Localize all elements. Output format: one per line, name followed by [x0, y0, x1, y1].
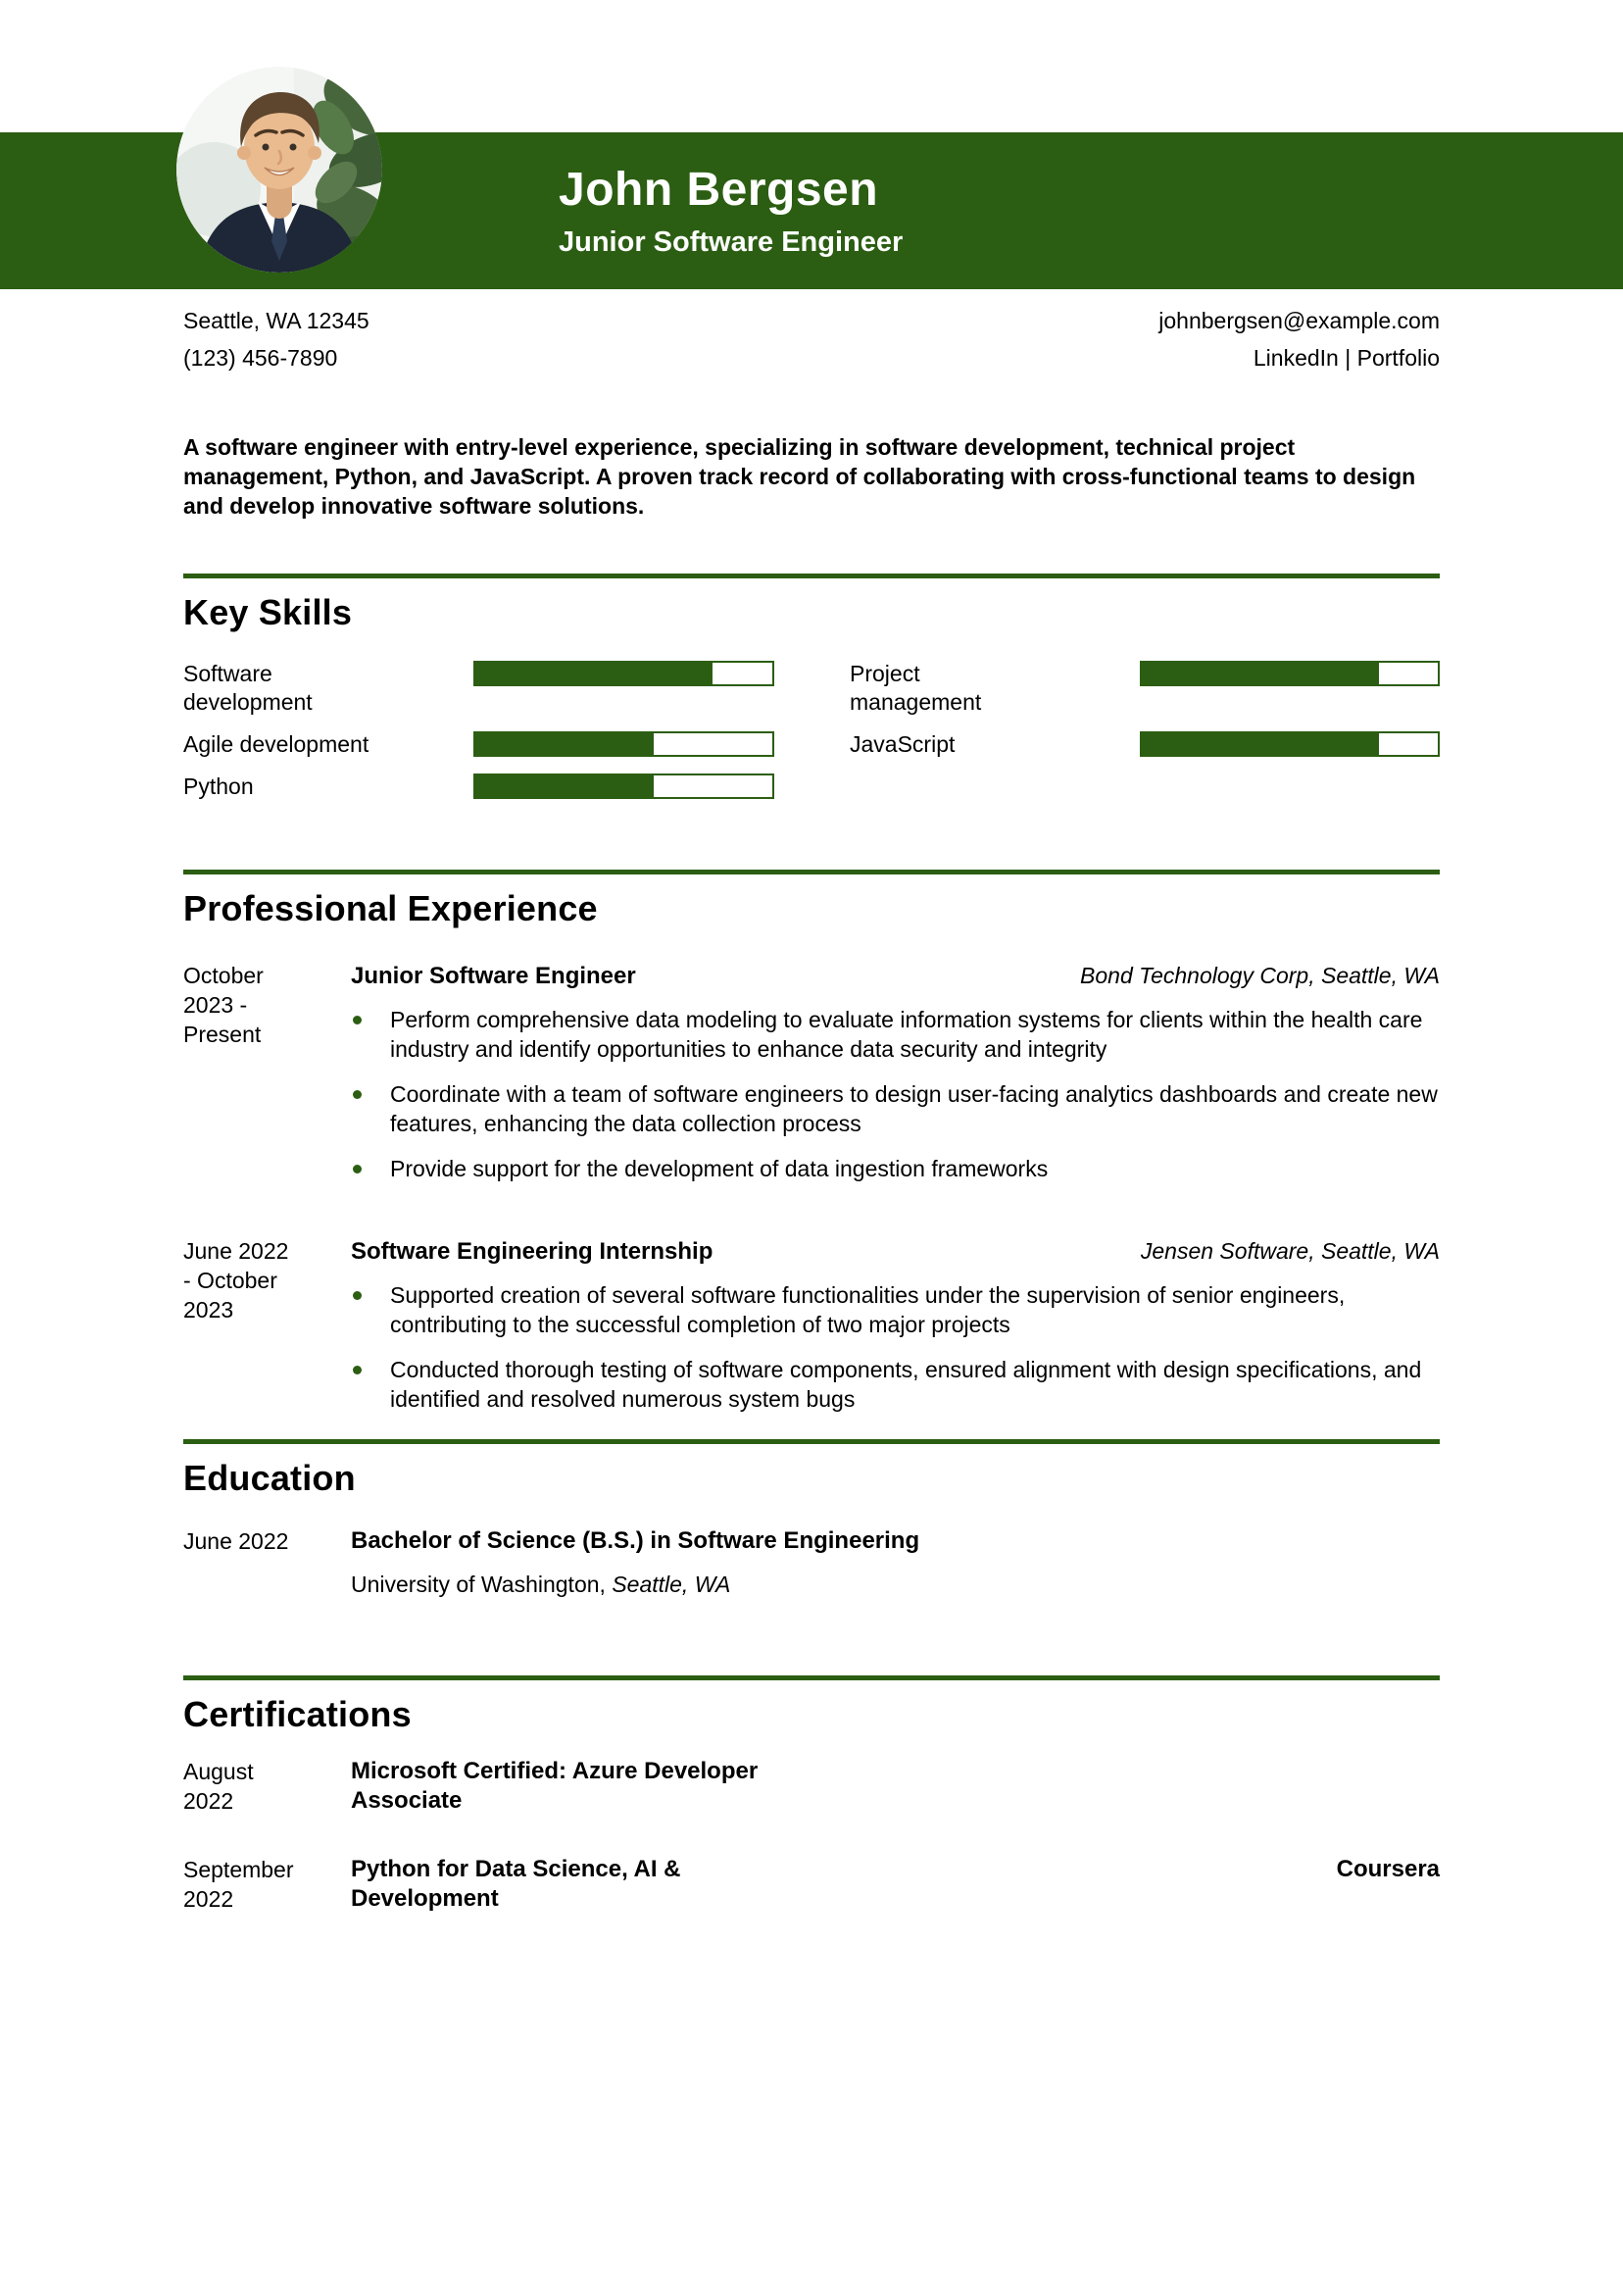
entry-header	[351, 961, 1440, 991]
entry-header	[351, 1236, 1440, 1267]
section-divider	[183, 1439, 1440, 1444]
skill-bar-fill	[1142, 733, 1379, 755]
portfolio-link[interactable]: Portfolio	[1356, 345, 1440, 371]
certification-entry	[183, 1855, 1440, 1914]
school-line	[351, 1570, 1440, 1599]
job-company: Jensen Software, Seattle, WA	[1140, 1238, 1440, 1264]
contact-section	[183, 302, 1440, 376]
contact-left	[183, 302, 369, 376]
skill-bar	[473, 731, 774, 757]
bullet-item	[351, 1280, 1440, 1339]
job-title: Junior Software Engineer	[559, 225, 904, 258]
education-entry	[183, 1526, 1440, 1599]
skill-item	[183, 660, 774, 717]
section-divider	[183, 1675, 1440, 1680]
entry-main	[351, 1526, 1440, 1599]
contact-location: Seattle, WA 12345	[183, 308, 369, 333]
certifications-heading: Certifications	[183, 1694, 412, 1734]
skill-bar	[1140, 661, 1440, 686]
link-separator: |	[1345, 345, 1352, 371]
contact-email[interactable]: johnbergsen@example.com	[1158, 308, 1440, 333]
bullet-text: Provide support for the development of data ingestion frameworks	[390, 1156, 1049, 1181]
skills-heading: Key Skills	[183, 592, 353, 632]
education-heading: Education	[183, 1458, 356, 1498]
entry-dates: June 2022 - October 2023	[183, 1238, 289, 1323]
entry-dates: June 2022	[183, 1528, 289, 1554]
bullet-icon	[353, 1165, 362, 1173]
skill-label: JavaScript	[850, 731, 956, 757]
certification-issuer	[782, 1757, 1440, 1816]
bullet-list	[351, 1005, 1440, 1183]
skills-grid	[183, 660, 1440, 801]
name: John Bergsen	[559, 163, 879, 216]
entry-dates: September 2022	[183, 1857, 294, 1912]
skill-bar-fill	[475, 775, 654, 797]
entry-dates: August 2022	[183, 1759, 254, 1814]
summary-paragraph: A software engineer with entry-level experience, specializing in software development, technical project management, Python, and JavaScript. A proven track record of collaborating with cross-functional teams to design and develop innovative software solutions.	[183, 434, 1416, 519]
school-location: Seattle, WA	[612, 1572, 731, 1597]
bullet-icon	[353, 1366, 362, 1374]
experience-heading: Professional Experience	[183, 888, 598, 928]
bullet-item	[351, 1005, 1440, 1064]
contact-phone: (123) 456-7890	[183, 345, 338, 371]
bullet-icon	[353, 1090, 362, 1099]
skill-bar	[1140, 731, 1440, 757]
skill-bar	[473, 774, 774, 799]
skill-label: Python	[183, 774, 254, 799]
bullet-icon	[353, 1291, 362, 1300]
degree-title: Bachelor of Science (B.S.) in Software Engineering	[351, 1527, 920, 1554]
linkedin-link[interactable]: LinkedIn	[1253, 345, 1339, 371]
job-role: Junior Software Engineer	[351, 963, 636, 989]
job-company: Bond Technology Corp, Seattle, WA	[1080, 963, 1440, 988]
skill-label: Software development	[183, 661, 313, 715]
bullet-item	[351, 1154, 1440, 1183]
bullet-text: Supported creation of several software functionalities under the supervision of senior engineers, contributing to the successful completion of two major projects	[390, 1282, 1346, 1337]
section-divider	[183, 870, 1440, 874]
certification-title: Microsoft Certified: Azure Developer Associate	[351, 1758, 759, 1814]
skill-item	[183, 730, 774, 759]
bullet-item	[351, 1355, 1440, 1414]
skill-bar-fill	[475, 663, 713, 684]
certification-issuer: Coursera	[1336, 1856, 1440, 1882]
bullet-icon	[353, 1016, 362, 1024]
certification-title: Python for Data Science, AI & Development	[351, 1856, 681, 1912]
skill-bar-fill	[1142, 663, 1379, 684]
bullet-text: Perform comprehensive data modeling to evaluate information systems for clients within the health care industry and identify opportunities to enhance data security and integrity	[390, 1007, 1423, 1062]
entry-main	[351, 961, 1440, 1183]
contact-right	[1158, 302, 1440, 376]
bullet-item	[351, 1079, 1440, 1138]
skill-item	[183, 773, 774, 801]
bullet-list	[351, 1280, 1440, 1414]
entry-main	[351, 1236, 1440, 1414]
school-name: University of Washington,	[351, 1572, 606, 1597]
skill-label: Project management	[850, 661, 982, 715]
skill-item	[850, 730, 1440, 759]
contact-links	[1158, 339, 1440, 376]
skill-bar	[473, 661, 774, 686]
skill-label: Agile development	[183, 731, 369, 757]
job-role: Software Engineering Internship	[351, 1238, 713, 1265]
entry-dates: October 2023 - Present	[183, 963, 264, 1047]
experience-entry	[183, 1236, 1440, 1414]
section-divider	[183, 574, 1440, 578]
certification-entry	[183, 1757, 1440, 1816]
bullet-text: Conducted thorough testing of software components, ensured alignment with design specifications, and identified and resolved numerous system bugs	[390, 1357, 1422, 1412]
skill-bar-fill	[475, 733, 654, 755]
bullet-text: Coordinate with a team of software engineers to design user-facing analytics dashboards and create new features, enhancing the data collection process	[390, 1081, 1438, 1136]
experience-entry	[183, 961, 1440, 1183]
skill-item	[850, 660, 1440, 717]
